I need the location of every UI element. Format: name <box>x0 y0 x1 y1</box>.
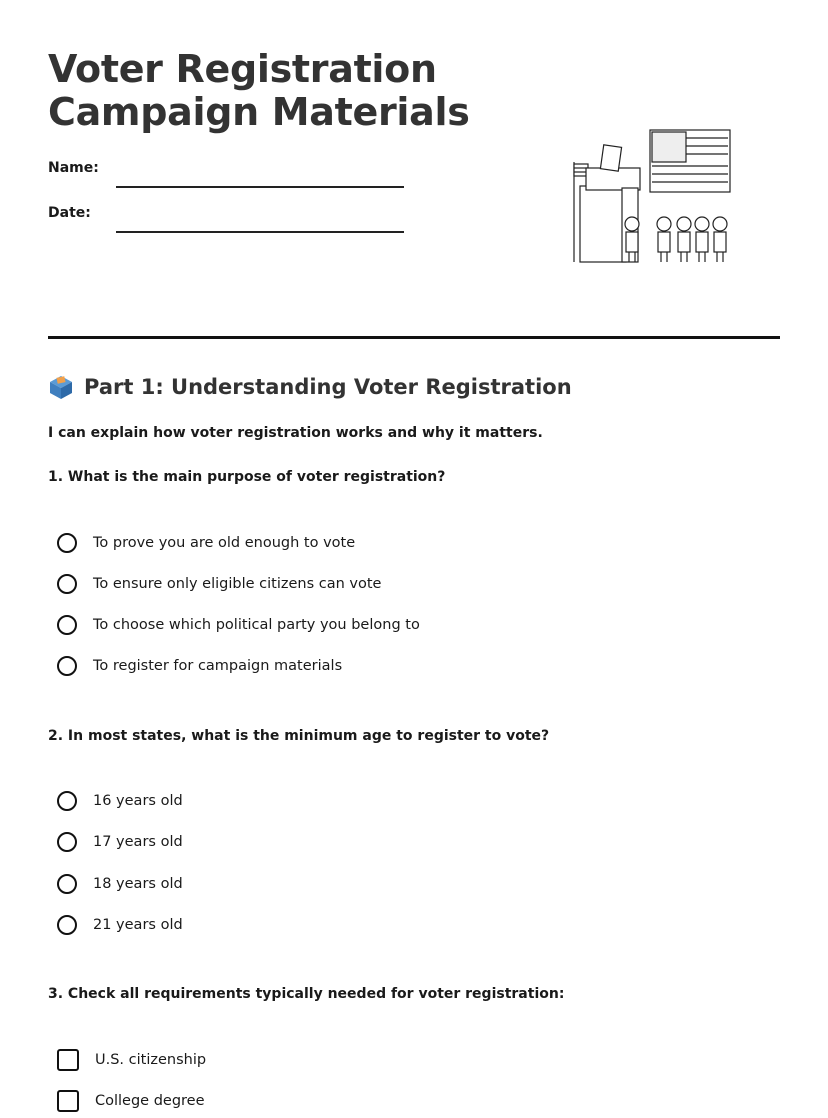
radio-button[interactable] <box>57 574 77 594</box>
question-2: 2. In most states, what is the minimum age to register to vote? <box>48 728 550 744</box>
radio-button[interactable] <box>57 915 77 935</box>
question-1: 1. What is the main purpose of voter registration? <box>48 469 446 485</box>
q1-option-2[interactable] <box>57 571 381 597</box>
worksheet-title <box>48 48 470 134</box>
radio-button[interactable] <box>57 874 77 894</box>
option-label: College degree <box>95 1093 205 1109</box>
option-label: U.S. citizenship <box>95 1052 207 1068</box>
title-line-2: Campaign Materials <box>48 90 470 134</box>
name-field <box>48 160 404 176</box>
ballot-box-icon <box>48 374 74 400</box>
part-1-heading <box>48 374 572 400</box>
radio-button[interactable] <box>57 656 77 676</box>
checkbox[interactable] <box>57 1049 79 1071</box>
question-3: 3. Check all requirements typically needed for voter registration: <box>48 986 565 1002</box>
q2-option-3[interactable] <box>57 871 183 897</box>
section-divider <box>48 336 780 339</box>
voting-illustration <box>568 126 736 266</box>
radio-button[interactable] <box>57 832 77 852</box>
option-label: 16 years old <box>93 793 183 809</box>
q2-option-4[interactable] <box>57 912 183 938</box>
radio-button[interactable] <box>57 615 77 635</box>
option-label: 17 years old <box>93 834 183 850</box>
option-label: To register for campaign materials <box>93 658 343 674</box>
option-label: To ensure only eligible citizens can vote <box>93 576 382 592</box>
radio-button[interactable] <box>57 533 77 553</box>
q1-option-4[interactable] <box>57 653 342 679</box>
date-write-line[interactable] <box>116 231 404 233</box>
q3-option-2[interactable] <box>57 1088 205 1114</box>
q1-option-1[interactable] <box>57 530 355 556</box>
q3-option-1[interactable] <box>57 1047 206 1073</box>
option-label: 18 years old <box>93 876 183 892</box>
q2-option-2[interactable] <box>57 829 183 855</box>
name-label: Name: <box>48 160 99 176</box>
q2-option-1[interactable] <box>57 788 183 814</box>
checkbox[interactable] <box>57 1090 79 1112</box>
radio-button[interactable] <box>57 791 77 811</box>
date-field <box>48 205 404 221</box>
option-label: To choose which political party you belong to <box>93 617 420 633</box>
title-line-1: Voter Registration <box>48 47 437 91</box>
option-label: 21 years old <box>93 917 183 933</box>
part-1-title: Part 1: Understanding Voter Registration <box>84 375 572 399</box>
name-write-line[interactable] <box>116 186 404 188</box>
learning-objective: I can explain how voter registration works and why it matters. <box>48 425 543 441</box>
option-label: To prove you are old enough to vote <box>93 535 356 551</box>
q1-option-3[interactable] <box>57 612 420 638</box>
date-label: Date: <box>48 205 91 221</box>
